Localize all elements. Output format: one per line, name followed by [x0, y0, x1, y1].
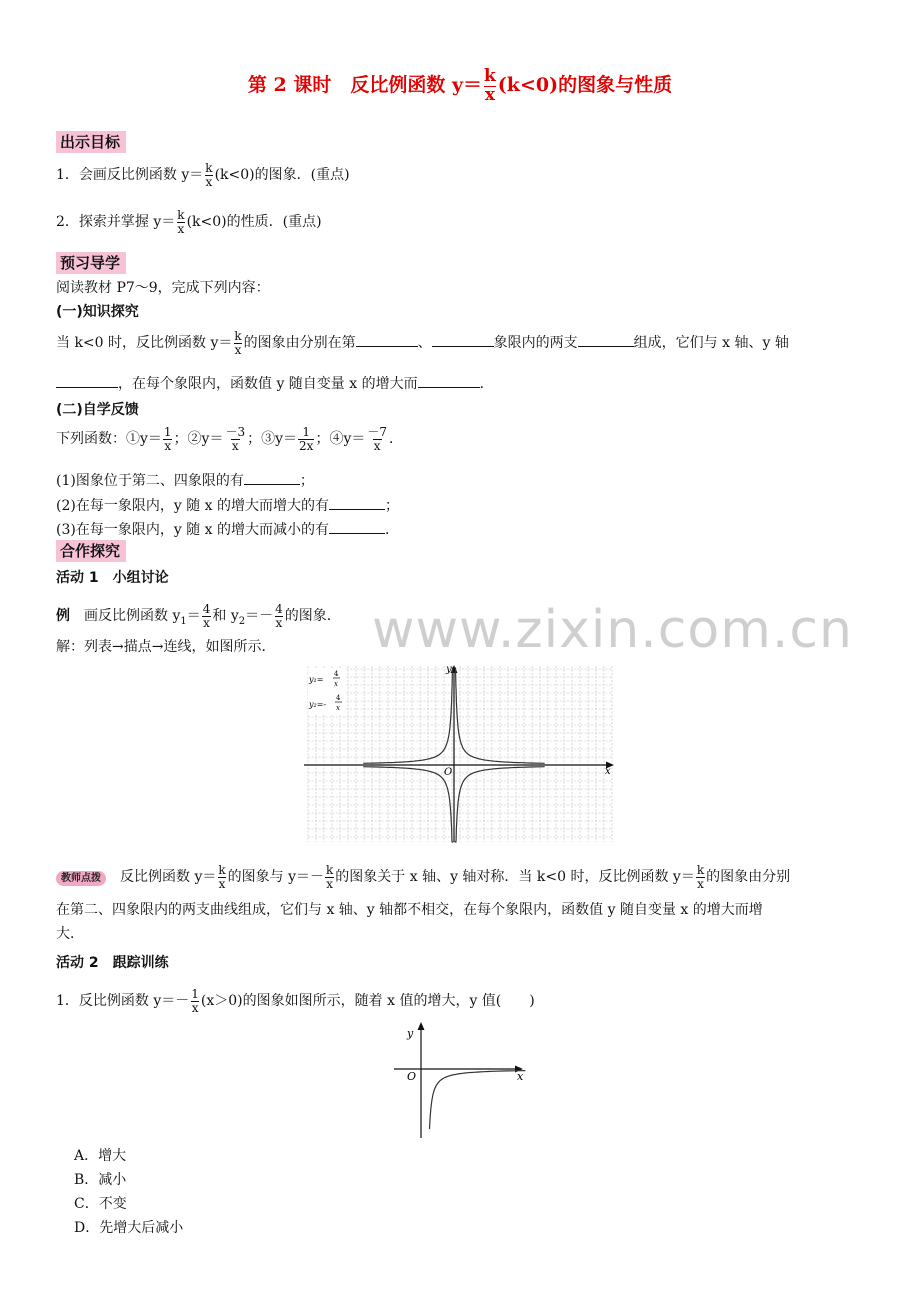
title-suffix: (k<0)的图象与性质 [497, 74, 673, 96]
teacher-den-2: x [326, 877, 334, 891]
solution-text: 解：列表→描点→连线，如图所示． [56, 639, 276, 655]
legend-y1-prefix: y₁= [309, 675, 324, 684]
k-line1-c: 、 [417, 335, 432, 351]
k-line1-d: 象限内的两支 [493, 335, 578, 351]
goal-1-fraction [204, 162, 213, 188]
practice-fraction [190, 988, 200, 1014]
example-fraction-2 [274, 603, 284, 629]
goal-1-prefix: 1．会画反比例函数 y＝ [56, 167, 204, 183]
hyperbola-graph [300, 662, 622, 846]
section-coop-header: 合作探究 [56, 540, 126, 562]
question-3 [56, 519, 399, 539]
practice-q-b: (x＞0)的图象如图所示，随着 x 值的增大，y 值( ) [200, 993, 535, 1009]
blank-trend[interactable] [418, 373, 480, 388]
func-sep-4: ；④y＝ [315, 431, 366, 447]
q1-end: ； [299, 473, 314, 489]
example-den-2: x [275, 616, 283, 630]
grid [308, 666, 612, 842]
example-b: ＝ [186, 608, 201, 624]
part2-header: (二)自学反馈 [56, 402, 139, 418]
function-list [56, 426, 403, 452]
question-1 [56, 470, 314, 490]
legend-y2-den: x [336, 704, 340, 712]
teacher-a: 反比例函数 y＝ [106, 869, 217, 885]
teacher-b: 的图象与 y＝－ [227, 869, 324, 885]
curve-y2-q2 [363, 668, 453, 763]
practice-q-a: 1．反比例函数 y＝－ [56, 993, 190, 1009]
section-goals-header: 出示目标 [56, 131, 126, 153]
blank-axes[interactable] [56, 373, 118, 388]
q2-end: ； [385, 498, 399, 514]
example-line [56, 603, 341, 631]
blank-quadrant-2[interactable] [432, 332, 494, 347]
practice-den: x [191, 1001, 199, 1015]
part1-header: (一)知识探究 [56, 304, 139, 320]
practice-origin: O [407, 1070, 417, 1083]
legend-y1-den: x [334, 680, 338, 688]
example-sub-1: 1 [180, 615, 187, 627]
q3-text: (3)在每一象限内，y 随 x 的增大而减小的有 [56, 522, 329, 538]
q1-text: (1)图象位于第二、四象限的有 [56, 473, 244, 489]
example-d: ＝－ [245, 608, 274, 624]
func-2-fraction [224, 426, 246, 452]
q2-text: (2)在每一象限内，y 随 x 的增大而增大的有 [56, 498, 329, 514]
q1-blank[interactable] [244, 470, 300, 485]
q3-end: ． [385, 522, 399, 538]
question-2 [56, 495, 399, 515]
func-intro: 下列函数：①y＝ [56, 431, 162, 447]
func-4-num: －7 [367, 425, 388, 439]
option-d[interactable]: D．先增大后减小 [74, 1220, 184, 1236]
practice-num: 1 [191, 987, 199, 1001]
teacher-tip-line-1 [56, 864, 790, 890]
k-line1-den: x [234, 343, 242, 357]
example-sub-2: 2 [238, 615, 246, 627]
legend-y2-prefix: y₂=- [309, 700, 327, 709]
k-line1-fraction [233, 330, 242, 356]
q3-blank[interactable] [329, 519, 385, 534]
k-line1-a: 当 k<0 时，反比例函数 y＝ [56, 335, 233, 351]
title-frac-den: x [484, 85, 495, 105]
k-line1-num: k [234, 329, 242, 343]
example-label: 例 [56, 608, 70, 624]
blank-branch[interactable] [578, 332, 634, 347]
goal-1-suffix: (k<0)的图象．(重点) [214, 167, 350, 183]
title-fraction [483, 68, 497, 104]
practice-graph [392, 1020, 532, 1140]
goal-2-fraction [176, 209, 185, 235]
teacher-num-2: k [326, 863, 334, 877]
example-den-1: x [203, 616, 210, 630]
func-4-fraction [366, 426, 388, 452]
watermark: www.zixin.com.cn [372, 600, 853, 660]
func-3-fraction [298, 426, 314, 452]
func-3-num: 1 [302, 425, 311, 439]
graph1-origin: O [444, 767, 453, 778]
example-num-2: 4 [275, 602, 283, 616]
practice-y-label: y [407, 1027, 414, 1040]
k-line1-b: 的图象由分别在第 [243, 335, 356, 351]
func-sep-3: ；③y＝ [247, 431, 298, 447]
teacher-den-3: x [697, 877, 704, 891]
func-sep-2: ；②y＝ [173, 431, 224, 447]
goal-1-num: k [205, 161, 213, 175]
teacher-num-1: k [218, 863, 226, 877]
practice-question-1 [56, 988, 535, 1014]
k-line1-e: 组成，它们与 x 轴、y 轴 [633, 335, 789, 351]
legend-y1-num: 4 [334, 670, 339, 678]
func-4-den: x [373, 439, 381, 453]
title-prefix: 第 2 课时 反比例函数 y＝ [247, 74, 483, 96]
curve-y1-q3 [363, 767, 453, 842]
goal-2-num: k [177, 208, 185, 222]
teacher-c: 的图象关于 x 轴、y 轴对称．当 k<0 时，反比例函数 y＝ [335, 869, 695, 885]
goal-2-suffix: (k<0)的性质．(重点) [186, 214, 322, 230]
example-e: 的图象． [284, 608, 341, 624]
knowledge-line-1 [56, 330, 789, 356]
section-preview-header: 预习导学 [56, 252, 126, 274]
goal-2 [56, 209, 322, 235]
practice-y-arrow [418, 1022, 425, 1030]
example-num-1: 4 [202, 602, 211, 616]
func-2-den: x [231, 439, 239, 453]
blank-quadrant-1[interactable] [356, 332, 418, 347]
func-1-num: 1 [163, 425, 172, 439]
title-frac-num: k [484, 66, 496, 86]
q2-blank[interactable] [329, 495, 385, 510]
example-fraction-1 [202, 603, 212, 629]
teacher-fraction-2 [325, 864, 334, 890]
teacher-fraction-3 [696, 864, 705, 890]
graph1-x-label: x [605, 766, 611, 777]
teacher-tip-line-2: 在第二、四象限内的两支曲线组成，它们与 x 轴、y 轴都不相交，在每个象限内，函数值 y 随自变量 x 的增大而增 [56, 902, 763, 918]
k-line2-b: ． [479, 376, 494, 392]
option-a[interactable]: A．增大 [74, 1148, 127, 1164]
graph1-y-label: y [446, 664, 452, 675]
goal-1 [56, 162, 350, 188]
func-2-num: －3 [225, 425, 246, 439]
example-a: 画反比例函数 y [70, 608, 181, 624]
activity-2-header: 活动 2 跟踪训练 [56, 955, 169, 971]
func-3-den: 2x [299, 439, 314, 453]
goal-2-prefix: 2．探索并掌握 y＝ [56, 214, 176, 230]
practice-x-label: x [517, 1070, 524, 1083]
option-c[interactable]: C．不变 [74, 1196, 127, 1212]
goal-1-den: x [205, 175, 213, 189]
k-line2-a: ，在每个象限内，函数值 y 随自变量 x 的增大而 [118, 376, 418, 392]
knowledge-line-2 [56, 373, 494, 393]
example-c: 和 y [212, 608, 239, 624]
activity-1-header: 活动 1 小组讨论 [56, 570, 169, 586]
option-b[interactable]: B．减小 [74, 1172, 127, 1188]
func-1-den: x [164, 439, 172, 453]
teacher-d: 的图象由分别 [706, 869, 791, 885]
practice-curve [430, 1071, 526, 1130]
preview-intro: 阅读教材 P7～9，完成下列内容： [56, 280, 270, 296]
teacher-tip-line-3: 大． [56, 926, 84, 942]
func-end: ． [389, 431, 404, 447]
teacher-fraction-1 [217, 864, 226, 890]
legend-y2-num: 4 [336, 694, 341, 702]
goal-2-den: x [177, 222, 185, 236]
teacher-num-3: k [696, 863, 705, 877]
func-1-fraction [163, 426, 173, 452]
teacher-badge: 教师点拨 [56, 871, 106, 886]
teacher-den-1: x [218, 877, 226, 891]
page-title [0, 68, 920, 104]
